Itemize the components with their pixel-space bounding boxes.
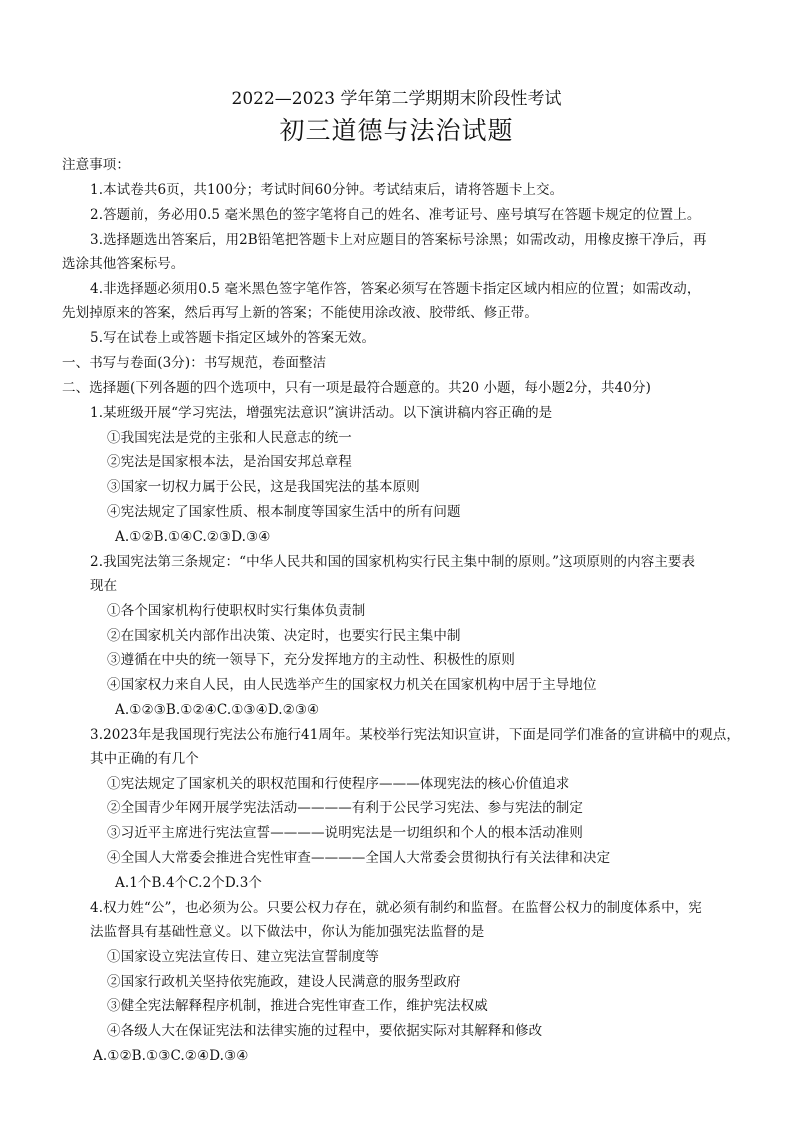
question-3-item-1: ①宪法规定了国家机关的职权范围和行使程序———体现宪法的核心价值追求	[107, 776, 570, 792]
question-1-item-1: ①我国宪法是党的主张和人民意志的统一	[107, 430, 352, 446]
question-1-options: A.①②B.①④C.②③D.③④	[115, 529, 271, 545]
question-4-options: A.①②B.①③C.②④D.③④	[93, 1048, 249, 1064]
note-1: 1.本试卷共6页，共100分；考试时间60分钟。考试结束后，请将答题卡上交。	[90, 182, 564, 198]
question-1-stem: 1.某班级开展“学习宪法，增强宪法意识”演讲活动。以下演讲稿内容正确的是	[90, 405, 553, 421]
question-4-stem-line-1: 4.权力姓“公”，也必须为公。只要公权力存在，就必须有制约和监督。在监督公权力的制度体系中，宪	[90, 900, 702, 916]
question-2-stem-line-2: 现在	[90, 578, 118, 594]
question-3-item-4: ④全国人大常委会推进合宪性审查————全国人大常委会贯彻执行有关法律和决定	[107, 850, 611, 866]
question-1-item-2: ②宪法是国家根本法，是治国安邦总章程	[107, 454, 352, 470]
section-2-heading: 二、选择题(下列各题的四个选项中，只有一项是最符合题意的。共20 小题，每小题2分，共40分)	[62, 380, 651, 396]
question-4-item-1: ①国家设立宪法宣传日、建立宪法宣誓制度等	[107, 949, 379, 965]
question-4-item-3: ③健全宪法解释程序机制，推进合宪性审查工作，维护宪法权威	[107, 998, 488, 1014]
question-2-stem-line-1: 2.我国宪法第三条规定：“中华人民共和国的国家机构实行民主集中制的原则。”这项原则的内容主要表	[90, 554, 696, 570]
question-3-stem-line-1: 3.2023年是我国现行宪法公布施行41周年。某校举行宪法知识宣讲，下面是同学们准备的宣讲稿中的观点，	[90, 727, 741, 743]
question-1-item-3: ③国家一切权力属于公民，这是我国宪法的基本原则	[107, 479, 420, 495]
question-2-item-4: ④国家权力来自人民，由人民选举产生的国家权力机关在国家机构中居于主导地位	[107, 677, 597, 693]
question-4-item-4: ④各级人大在保证宪法和法律实施的过程中，要依据实际对其解释和修改	[107, 1023, 543, 1039]
question-1-item-4: ④宪法规定了国家性质、根本制度等国家生活中的所有问题	[107, 504, 461, 520]
note-3-line-1: 3.选择题选出答案后，用2B铅笔把答题卡上对应题目的答案标号涂黑；如需改动，用橡皮擦干净后，再	[90, 232, 707, 248]
note-4-line-2: 先划掉原来的答案，然后再写上新的答案；不能使用涂改液、胶带纸、修正带。	[62, 305, 538, 321]
question-3-item-2: ②全国青少年网开展学宪法活动————有利于公民学习宪法、参与宪法的制定	[107, 800, 583, 816]
exam-subtitle: 2022—2023 学年第二学期期末阶段性考试	[231, 89, 562, 109]
section-1-heading: 一、书写与卷面(3分)：书写规范，卷面整洁	[62, 355, 327, 371]
question-3-options: A.1个B.4个C.2个D.3个	[115, 875, 262, 891]
notes-heading: 注意事项：	[62, 157, 130, 173]
note-2: 2.答题前，务必用0.5 毫米黑色的签字笔将自己的姓名、准考证号、座号填写在答题卡规定的位置上。	[90, 207, 701, 223]
question-3-item-3: ③习近平主席进行宪法宣誓————说明宪法是一切组织和个人的根本活动准则	[107, 825, 583, 841]
question-2-item-2: ②在国家机关内部作出决策、决定时，也要实行民主集中制	[107, 628, 461, 644]
question-4-item-2: ②国家行政机关坚持依宪施政，建设人民满意的服务型政府	[107, 974, 461, 990]
exam-title: 初三道德与法治试题	[279, 116, 514, 145]
note-3-line-2: 选涂其他答案标号。	[62, 256, 185, 272]
note-5: 5.写在试卷上或答题卡指定区域外的答案无效。	[90, 330, 376, 346]
question-4-stem-line-2: 法监督具有基础性意义。以下做法中，你认为能加强宪法监督的是	[90, 924, 485, 940]
note-4-line-1: 4.非选择题必须用0.5 毫米黑色签字笔作答，答案必须写在答题卡指定区域内相应的位置；如需改动，	[90, 281, 701, 297]
question-3-stem-line-2: 其中正确的有几个	[90, 751, 199, 767]
question-2-item-1: ①各个国家机构行使职权时实行集体负责制	[107, 603, 366, 619]
question-2-options: A.①②③B.①②④C.①③④D.②③④	[115, 702, 320, 718]
question-2-item-3: ③遵循在中央的统一领导下，充分发挥地方的主动性、积极性的原则	[107, 652, 515, 668]
